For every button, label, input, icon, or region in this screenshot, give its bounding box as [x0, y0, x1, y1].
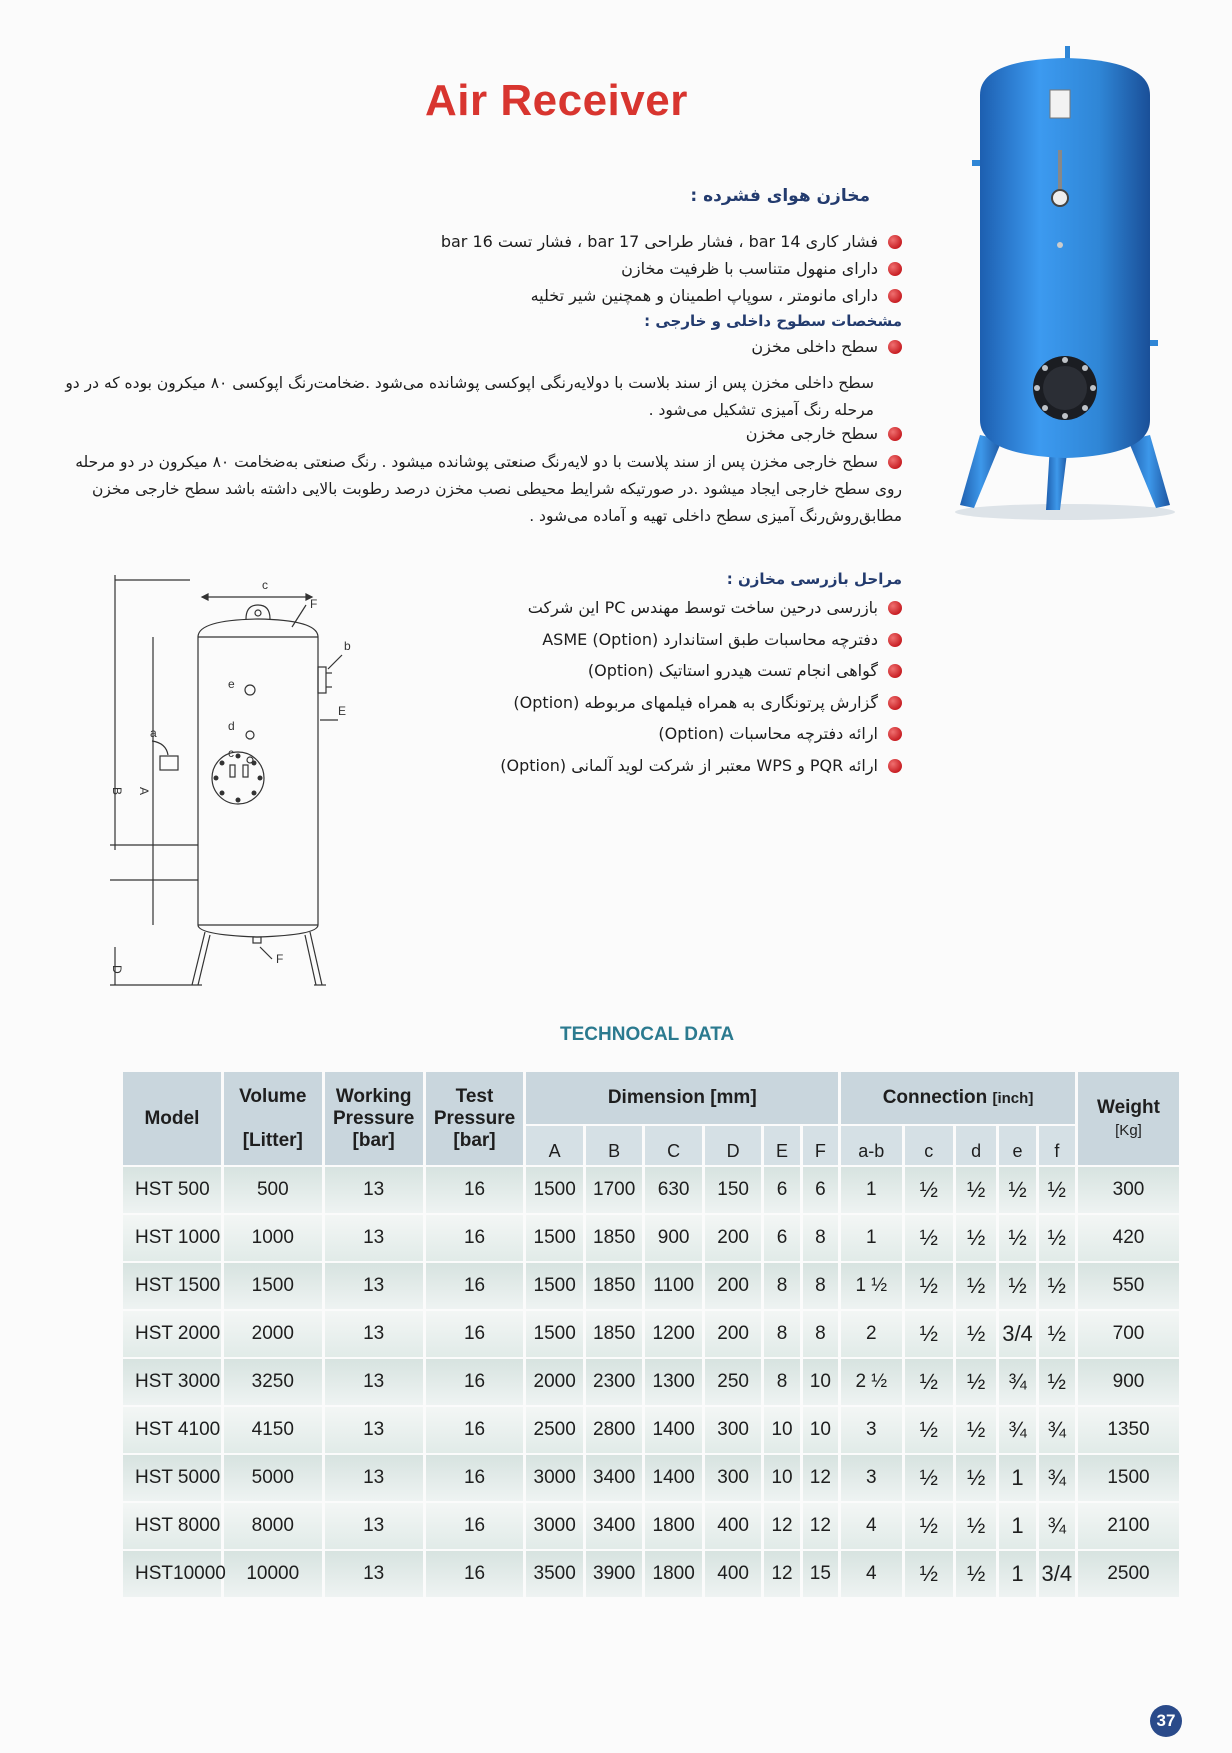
table-cell: 8	[803, 1311, 838, 1357]
table-cell: 8	[803, 1263, 838, 1309]
table-cell: 3/4	[1039, 1551, 1075, 1597]
table-cell: 1400	[645, 1407, 701, 1453]
table-cell: 6	[764, 1167, 799, 1213]
table-cell: 300	[705, 1407, 761, 1453]
header-weight: Weight [Kg]	[1078, 1072, 1179, 1165]
cell-model: HST 500	[123, 1167, 221, 1213]
table-cell: 2000	[224, 1311, 322, 1357]
table-cell: 2800	[586, 1407, 642, 1453]
cell-model: HST10000	[123, 1551, 221, 1597]
table-row	[123, 1167, 1179, 1213]
table-cell: ½	[956, 1263, 996, 1309]
table-cell: ½	[999, 1215, 1035, 1261]
header-connection: Connection [inch]	[841, 1072, 1075, 1124]
table-cell: 16	[426, 1407, 524, 1453]
bullet-icon	[888, 696, 902, 710]
table-cell: 1	[999, 1455, 1035, 1501]
table-cell: 4150	[224, 1407, 322, 1453]
table-cell: 1500	[526, 1311, 582, 1357]
table-cell: 1100	[645, 1263, 701, 1309]
surfaces-heading: مشخصات سطوح داخلی و خارجی :	[644, 312, 902, 330]
table-row	[123, 1215, 1179, 1261]
table-cell: 4	[841, 1503, 902, 1549]
table-cell: 1700	[586, 1167, 642, 1213]
header-conn-d: d	[956, 1126, 996, 1165]
table-cell: 10	[803, 1407, 838, 1453]
table-cell: 1	[999, 1551, 1035, 1597]
table-cell: 1800	[645, 1551, 701, 1597]
bullet-icon	[888, 601, 902, 615]
air-receiver-tank-image	[950, 40, 1180, 520]
table-cell: ½	[956, 1311, 996, 1357]
cell-model: HST 2000	[123, 1311, 221, 1357]
label-e-big: E	[338, 704, 347, 718]
table-cell: 200	[705, 1263, 761, 1309]
table-cell: 3900	[586, 1551, 642, 1597]
table-cell: ½	[956, 1551, 996, 1597]
table-cell: 200	[705, 1311, 761, 1357]
label-a: a	[150, 726, 157, 740]
table-cell: 1500	[224, 1263, 322, 1309]
table-cell: 200	[705, 1215, 761, 1261]
bullet-icon	[888, 664, 902, 678]
label-f-bottom: F	[276, 952, 284, 966]
bullet-icon	[888, 759, 902, 773]
table-cell: 13	[325, 1551, 423, 1597]
table-row	[123, 1407, 1179, 1453]
table-cell: 16	[426, 1551, 524, 1597]
outer-surface-title: سطح خارجی مخزن	[380, 420, 902, 447]
label-c: c	[262, 578, 268, 592]
bullet-icon	[888, 262, 902, 276]
cell-model: HST 8000	[123, 1503, 221, 1549]
table-cell: ½	[905, 1167, 953, 1213]
header-dim-e: E	[764, 1126, 799, 1165]
table-cell: 16	[426, 1455, 524, 1501]
table-cell: 10	[803, 1359, 838, 1405]
table-cell: 1500	[1078, 1455, 1179, 1501]
table-cell: ½	[956, 1503, 996, 1549]
table-cell: 10	[764, 1455, 799, 1501]
table-cell: 2500	[1078, 1551, 1179, 1597]
cell-model: HST 1000	[123, 1215, 221, 1261]
table-cell: 16	[426, 1503, 524, 1549]
technical-data-title: TECHNOCAL DATA	[560, 1024, 735, 1045]
table-cell: 1400	[645, 1455, 701, 1501]
table-cell: 12	[764, 1551, 799, 1597]
inspection-item: ارائه PQR و WPS معتبر از شرکت لوید آلمانی (Option)	[420, 750, 902, 782]
table-cell: 250	[705, 1359, 761, 1405]
table-cell: 2500	[526, 1407, 582, 1453]
cell-model: HST 5000	[123, 1455, 221, 1501]
header-conn-f: f	[1039, 1126, 1075, 1165]
table-cell: 12	[764, 1503, 799, 1549]
table-cell: 1850	[586, 1215, 642, 1261]
table-cell: 420	[1078, 1215, 1179, 1261]
table-cell: 3/4	[999, 1311, 1035, 1357]
table-cell: ½	[999, 1167, 1035, 1213]
bullet-icon	[888, 427, 902, 441]
table-cell: 1200	[645, 1311, 701, 1357]
header-dim-c: C	[645, 1126, 701, 1165]
inspection-item: ارائه دفترچه محاسبات (Option)	[420, 718, 902, 750]
table-cell: 630	[645, 1167, 701, 1213]
table-cell: 1 ½	[841, 1263, 902, 1309]
table-row	[123, 1311, 1179, 1357]
table-cell: 900	[645, 1215, 701, 1261]
table-cell: 13	[325, 1215, 423, 1261]
table-cell: 3400	[586, 1455, 642, 1501]
table-row	[123, 1455, 1179, 1501]
cell-model: HST 4100	[123, 1407, 221, 1453]
table-cell: 1	[841, 1167, 902, 1213]
table-cell: 1850	[586, 1263, 642, 1309]
header-working-pressure: Working Pressure [bar]	[325, 1072, 423, 1165]
inspection-block	[420, 566, 902, 781]
table-cell: 8	[803, 1215, 838, 1261]
table-cell: 15	[803, 1551, 838, 1597]
table-cell: 16	[426, 1359, 524, 1405]
feature-item: دارای مانومتر ، سوپاپ اطمینان و همچنین شیر تخلیه	[380, 282, 902, 309]
table-cell: 900	[1078, 1359, 1179, 1405]
header-dim-f: F	[803, 1126, 838, 1165]
table-cell: 700	[1078, 1311, 1179, 1357]
table-cell: 13	[325, 1263, 423, 1309]
header-conn-c: c	[905, 1126, 953, 1165]
table-cell: 12	[803, 1455, 838, 1501]
feature-item: دارای منهول متناسب با ظرفیت مخازن	[380, 255, 902, 282]
table-cell: 8	[764, 1359, 799, 1405]
label-c-small: c	[228, 746, 234, 760]
inspection-item: دفترچه محاسبات طبق استاندارد ASME (Option)	[420, 624, 902, 656]
table-cell: 2 ½	[841, 1359, 902, 1405]
table-cell: 3	[841, 1455, 902, 1501]
bullet-icon	[888, 289, 902, 303]
bullet-icon	[888, 340, 902, 354]
header-dimension: Dimension [mm]	[526, 1072, 838, 1124]
table-cell: ½	[956, 1215, 996, 1261]
table-cell: 13	[325, 1455, 423, 1501]
outer-surface-text: سطح خارجی مخزن پس از سند پلاست با دو لایه‌رنگ صنعتی پوشانده میشود . رنگ صنعتی به‌ضخامت ۸۰ میکرون در دو مرحله روی سطح خارجی ایجاد میشود .در صورتیکه شرایط محیطی نصب مخزن درصد رطوبت بالایی داشته باشد سطح خارجی مخزن مطابق‌روش‌رنگ آمیزی سطح داخلی تهیه و آماده می‌شود .	[75, 453, 902, 525]
table-cell: ¾	[999, 1359, 1035, 1405]
table-cell: ½	[1039, 1359, 1075, 1405]
table-cell: 1300	[645, 1359, 701, 1405]
inspection-item: گواهی انجام تست هیدرو استاتیک (Option)	[420, 655, 902, 687]
table-cell: 8000	[224, 1503, 322, 1549]
table-cell: ½	[905, 1359, 953, 1405]
bullet-icon	[888, 633, 902, 647]
table-cell: 1500	[526, 1215, 582, 1261]
table-cell: 1000	[224, 1215, 322, 1261]
bullet-icon	[888, 727, 902, 741]
table-cell: ½	[1039, 1263, 1075, 1309]
table-cell: 12	[803, 1503, 838, 1549]
table-cell: ½	[1039, 1167, 1075, 1213]
table-cell: ¾	[1039, 1407, 1075, 1453]
table-cell: 6	[803, 1167, 838, 1213]
table-cell: 6	[764, 1215, 799, 1261]
table-cell: 3400	[586, 1503, 642, 1549]
label-d: d	[228, 719, 235, 733]
header-model: Model	[123, 1072, 221, 1165]
table-cell: ½	[905, 1503, 953, 1549]
header-test-pressure: Test Pressure [bar]	[426, 1072, 524, 1165]
table-cell: 1500	[526, 1263, 582, 1309]
table-cell: 300	[705, 1455, 761, 1501]
table-row	[123, 1359, 1179, 1405]
label-e: e	[228, 677, 235, 691]
description-block	[430, 186, 870, 206]
table-cell: ½	[905, 1455, 953, 1501]
cell-model: HST 3000	[123, 1359, 221, 1405]
table-cell: 13	[325, 1311, 423, 1357]
table-cell: ½	[1039, 1215, 1075, 1261]
table-row	[123, 1551, 1179, 1597]
header-dim-a: A	[526, 1126, 582, 1165]
table-cell: ½	[999, 1263, 1035, 1309]
table-cell: 3000	[526, 1455, 582, 1501]
header-dim-b: B	[586, 1126, 642, 1165]
inspection-item: بازرسی درحین ساخت توسط مهندس PC این شرکت	[420, 592, 902, 624]
table-cell: 3000	[526, 1503, 582, 1549]
header-dim-d: D	[705, 1126, 761, 1165]
table-cell: 10	[764, 1407, 799, 1453]
table-cell: 5000	[224, 1455, 322, 1501]
inspection-heading: مراحل بازرسی مخازن :	[726, 570, 902, 588]
label-d-dim: D	[110, 965, 124, 974]
outer-surface-list	[380, 420, 902, 447]
inner-surface-title: سطح داخلی مخزن	[380, 333, 902, 360]
table-cell: 1350	[1078, 1407, 1179, 1453]
table-cell: 500	[224, 1167, 322, 1213]
label-a-dim: A	[137, 787, 151, 796]
table-cell: ¾	[1039, 1503, 1075, 1549]
inner-surface-text: سطح داخلی مخزن پس از سند بلاست با دولایه‌رنگی اپوکسی پوشانده می‌شود .ضخامت‌رنگ اپوکسی ۸۰ میکرون بوده که در دو مرحله رنگ آمیزی تشکیل می‌شود .	[65, 374, 874, 419]
table-cell: 4	[841, 1551, 902, 1597]
table-cell: 8	[764, 1263, 799, 1309]
label-b-dim: B	[110, 787, 124, 796]
table-cell: 1	[999, 1503, 1035, 1549]
table-cell: 550	[1078, 1263, 1179, 1309]
table-cell: ½	[905, 1311, 953, 1357]
inspection-item: گزارش پرتونگاری به همراه فیلمهای مربوطه (Option)	[420, 687, 902, 719]
table-cell: 2300	[586, 1359, 642, 1405]
page-title: Air Receiver	[425, 76, 688, 125]
table-cell: 2	[841, 1311, 902, 1357]
table-cell: ¾	[1039, 1455, 1075, 1501]
feature-list	[380, 228, 902, 360]
header-volume: Volume [Litter]	[224, 1072, 322, 1165]
table-cell: 16	[426, 1263, 524, 1309]
table-cell: 13	[325, 1503, 423, 1549]
header-conn-e: e	[999, 1126, 1035, 1165]
technical-data-table	[120, 1070, 1182, 1599]
table-cell: 1500	[526, 1167, 582, 1213]
table-cell: 400	[705, 1551, 761, 1597]
table-cell: ½	[905, 1407, 953, 1453]
table-cell: ½	[905, 1551, 953, 1597]
table-cell: ½	[956, 1407, 996, 1453]
table-cell: ½	[956, 1359, 996, 1405]
table-cell: ½	[905, 1263, 953, 1309]
bullet-icon	[888, 455, 902, 469]
table-cell: ½	[956, 1455, 996, 1501]
table-cell: 1	[841, 1215, 902, 1261]
table-cell: 13	[325, 1407, 423, 1453]
table-cell: 3250	[224, 1359, 322, 1405]
label-f-top: F	[310, 597, 318, 611]
table-cell: ½	[956, 1167, 996, 1213]
table-cell: 8	[764, 1311, 799, 1357]
table-cell: 10000	[224, 1551, 322, 1597]
table-cell: 150	[705, 1167, 761, 1213]
table-cell: 2100	[1078, 1503, 1179, 1549]
table-cell: ¾	[999, 1407, 1035, 1453]
tank-dimension-diagram	[110, 575, 400, 995]
table-cell: 16	[426, 1311, 524, 1357]
table-row	[123, 1263, 1179, 1309]
table-cell: 13	[325, 1167, 423, 1213]
table-cell: 3	[841, 1407, 902, 1453]
table-cell: 3500	[526, 1551, 582, 1597]
table-cell: 1800	[645, 1503, 701, 1549]
table-cell: ½	[905, 1215, 953, 1261]
cell-model: HST 1500	[123, 1263, 221, 1309]
table-cell: 1850	[586, 1311, 642, 1357]
table-body	[123, 1167, 1179, 1597]
table-cell: 13	[325, 1359, 423, 1405]
header-conn-ab: a-b	[841, 1126, 902, 1165]
feature-item: فشار کاری 14 bar ، فشار طراحی 17 bar ، فشار تست 16 bar	[380, 228, 902, 255]
technical-data-table-wrap	[120, 1070, 1182, 1599]
page-number: 37	[1150, 1705, 1182, 1737]
table-cell: 16	[426, 1167, 524, 1213]
table-cell: ½	[1039, 1311, 1075, 1357]
table-cell: 16	[426, 1215, 524, 1261]
label-b: b	[344, 639, 351, 653]
table-cell: 300	[1078, 1167, 1179, 1213]
table-cell: 2000	[526, 1359, 582, 1405]
table-cell: 400	[705, 1503, 761, 1549]
bullet-icon	[888, 235, 902, 249]
table-row	[123, 1503, 1179, 1549]
section-heading: مخازن هوای فشرده :	[690, 186, 870, 206]
